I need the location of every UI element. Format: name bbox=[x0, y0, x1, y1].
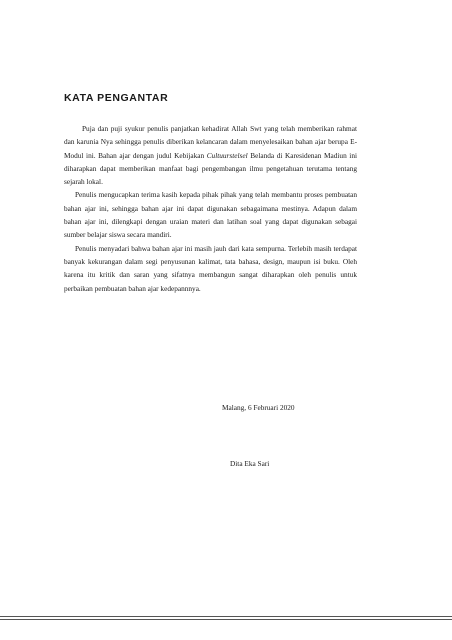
paragraph-1-italic-term: Cultuurstelsel bbox=[206, 150, 248, 160]
page-heading: KATA PENGANTAR bbox=[64, 92, 169, 104]
footer-rule-top bbox=[0, 616, 452, 617]
author-name: Dita Eka Sari bbox=[230, 459, 270, 468]
paragraph-1-text-before: Puja dan puji syukur penulis panjatkan kehadirat Allah Swt yang telah memberikan rahmat dan karunia Nya sehingga penulis diberikan kelancaran dalam menyelesaikan bahan ajar berupa E-Modul ini. Bahan ajar dengan judul Kebijakan bbox=[64, 124, 357, 160]
body-text bbox=[64, 122, 357, 295]
place-date: Malang, 6 Februari 2020 bbox=[222, 403, 295, 412]
paragraph-1 bbox=[64, 122, 357, 188]
paragraph-3: Penulis menyadari bahwa bahan ajar ini masih jauh dari kata sempurna. Terlebih masih terdapat banyak kekurangan dalam segi penyusunan kalimat, tata bahasa, design, maupun isi buku. Oleh karena itu kritik dan saran yang sifatnya membangun sangat diharapkan oleh penulis untuk perbaikan pembuatan bahan ajar kedepannnya. bbox=[64, 243, 357, 293]
paragraph-2: Penulis mengucapkan terima kasih kepada pihak pihak yang telah membantu proses pembuatan bahan ajar ini, sehingga bahan ajar ini dapat digunakan sebagaimana mestinya. Adapun dalam bahan ajar ini, dilengkapi dengan uraian materi dan latihan soal yang dapat digunakan sebagai sumber belajar siswa secara mandiri. bbox=[64, 190, 357, 240]
footer-rule-bottom bbox=[0, 619, 452, 620]
paragraph-1-text-after: Belanda di Karesidenan Madiun ini diharapkan dapat memberikan manfaat bagi pengembangan ilmu pengetahuan terutama tentang sejarah lokal. bbox=[64, 150, 357, 187]
